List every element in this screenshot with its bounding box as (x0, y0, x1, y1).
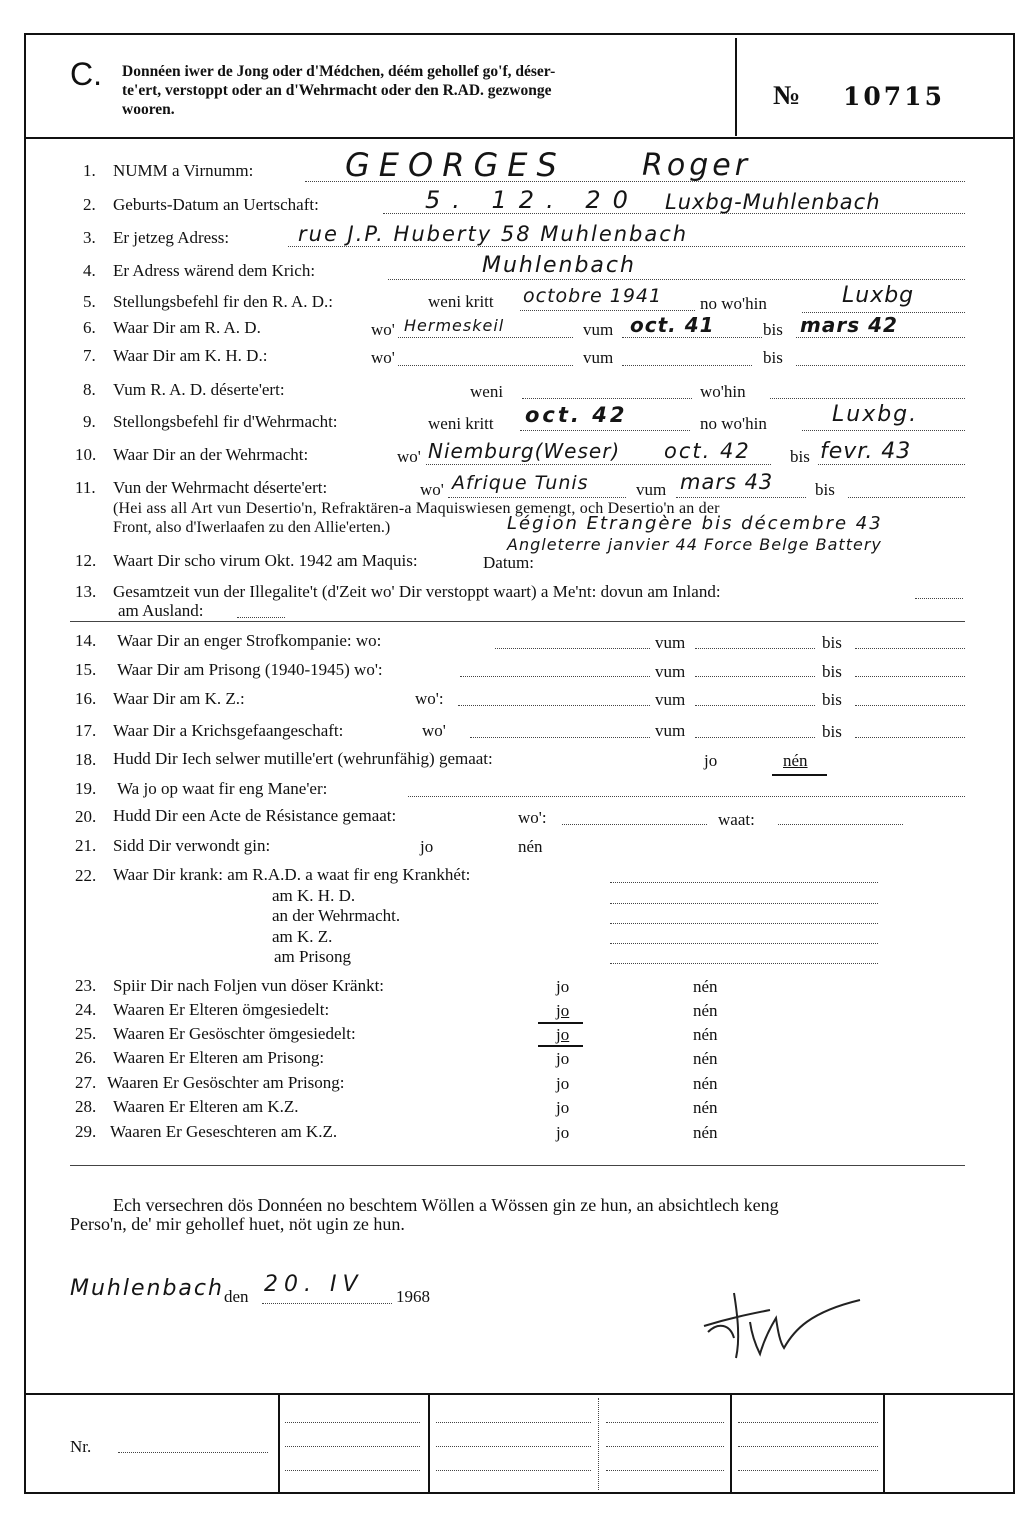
q14-wo-dots (495, 648, 650, 649)
q28-number: 28. (75, 1097, 97, 1116)
q15-label: Waar Dir am Prisong (1940-1945) wo': (117, 660, 383, 679)
q18-answer-underline (772, 774, 827, 776)
q24-label: Waaren Er Elteren ömgesiedelt: (113, 1000, 330, 1019)
q22-kz-dots (610, 943, 878, 944)
q2-label: Geburts-Datum an Uertschaft: (113, 195, 319, 214)
q22-label: Waar Dir krank: am R.A.D. a waat fir eng Krankhét: (113, 865, 471, 884)
q17-bis-label: bis (822, 722, 842, 741)
q20-number: 20. (75, 807, 97, 826)
handwritten-signature (690, 1288, 870, 1368)
q19-label: Wa jo op waat fir eng Mane'er: (117, 779, 328, 798)
q6-vum-value: oct. 41 (630, 313, 715, 337)
q17-bis-dots (855, 737, 965, 738)
q15-vum-dots (695, 676, 815, 677)
q2-date: 5. 12. 20 (425, 186, 640, 214)
footer-cell-dots (436, 1446, 591, 1447)
q18-jo: jo (704, 751, 718, 770)
q9-label: Stellongsbefehl fir d'Wehrmacht: (113, 412, 338, 431)
q1-firstname: Roger (642, 148, 752, 183)
q23-nen: nén (693, 977, 718, 996)
header-divider (24, 137, 1015, 139)
q15-vum-label: vum (655, 662, 686, 681)
q11-vum-label: vum (636, 480, 667, 499)
q12-label: Waart Dir scho virum Okt. 1942 am Maquis: (113, 551, 418, 570)
q7-wo-label: wo' (371, 348, 395, 367)
q15-number: 15. (75, 660, 97, 679)
q1-surname: GEORGES (345, 146, 566, 184)
q25-label: Waaren Er Gesöschter ömgesiedelt: (113, 1024, 356, 1043)
footer-cell-dots (606, 1446, 724, 1447)
footer-cell-dots (285, 1422, 420, 1423)
q13-label: Gesamtzeit vun der Illegalite't (d'Zeit wo' Dir verstoppt waart) a Me'nt: dovun am Inland: (113, 582, 721, 601)
q24-answer-underline (538, 1022, 583, 1024)
q16-vum-label: vum (655, 690, 686, 709)
q10-label: Waar Dir an der Wehrmacht: (113, 445, 309, 464)
q22-prisong: am Prisong (274, 947, 351, 966)
q15-wo-dots (460, 676, 650, 677)
q10-wo-dots (426, 464, 771, 465)
q7-label: Waar Dir am K. H. D.: (113, 346, 268, 365)
q29-jo: jo (556, 1123, 570, 1142)
q16-bis-label: bis (822, 690, 842, 709)
q6-number: 6. (83, 318, 96, 337)
q22-kz: am K. Z. (272, 927, 333, 946)
q11-wo-dots (448, 497, 626, 498)
header-vertical-divider (735, 38, 737, 136)
q8-wohin-label: wo'hin (700, 382, 746, 401)
q17-vum-dots (695, 737, 815, 738)
q6-vum-label: vum (583, 320, 614, 339)
q6-wo-value: Hermeskeil (404, 316, 505, 335)
q24-number: 24. (75, 1000, 97, 1019)
q14-vum-label: vum (655, 633, 686, 652)
q10-number: 10. (75, 445, 97, 464)
q14-bis-dots (855, 648, 965, 649)
q8-wohin-dots (770, 398, 965, 399)
q21-label: Sidd Dir verwondt gin: (113, 836, 271, 855)
q11-wo-value: Afrique Tunis (452, 472, 589, 494)
footer-cell-dots (738, 1470, 878, 1471)
q28-nen: nén (693, 1098, 718, 1117)
q26-jo: jo (556, 1049, 570, 1068)
q7-bis-dots (796, 365, 965, 366)
q13-rule (70, 621, 965, 622)
number-sign: № (773, 80, 801, 110)
q13-ausland-dots (237, 617, 285, 618)
q16-number: 16. (75, 689, 97, 708)
q9-nowohin-label: no wo'hin (700, 414, 767, 433)
q22-wehrmacht: an der Wehrmacht. (272, 906, 401, 925)
q6-bis-label: bis (763, 320, 783, 339)
q11-label: Vun der Wehrmacht déserte'ert: (113, 478, 328, 497)
q3-label: Er jetzeg Adress: (113, 228, 230, 247)
q22-wehrmacht-dots (610, 923, 878, 924)
q27-number: 27. (75, 1073, 97, 1092)
q27-nen: nén (693, 1074, 718, 1093)
q21-nen: nén (518, 837, 543, 856)
q18-number: 18. (75, 750, 97, 769)
q9-weni-label: weni kritt (428, 414, 494, 433)
q16-wo-label: wo': (415, 689, 444, 708)
footer-divider-2 (428, 1394, 430, 1492)
footer-cell-dots (285, 1446, 420, 1447)
q10-bis-dots (818, 464, 965, 465)
q7-vum-dots (622, 365, 752, 366)
q25-nen: nén (693, 1025, 718, 1044)
form-number: 10715 (843, 82, 945, 111)
q25-answer-underline (538, 1045, 583, 1047)
footer-top-rule (24, 1393, 1015, 1395)
q5-label: Stellungsbefehl fir den R. A. D.: (113, 292, 334, 311)
q5-weni-label: weni kritt (428, 292, 494, 311)
q11-note-line1: (Hei ass all Art vun Desertio'n, Refraktären-a Maquiswiesen gemengt, och Desertio'n an der (113, 500, 720, 517)
q13-label2: am Ausland: (118, 601, 204, 620)
q9-weni-value: oct. 42 (525, 403, 628, 427)
q4-dotted-line (388, 279, 965, 280)
signature-year: 1968 (396, 1287, 430, 1306)
q22-khd-dots (610, 903, 878, 904)
q11-vum-value: mars 43 (680, 470, 774, 494)
q3-dotted-line (288, 246, 965, 247)
footer-cell-dots (436, 1470, 591, 1471)
footer-cell-dots (738, 1446, 878, 1447)
q11-handwritten-line1: Légion Etrangère bis décembre 43 (507, 513, 883, 534)
q21-jo: jo (420, 837, 434, 856)
q17-wo-dots (470, 737, 650, 738)
q11-bis-label: bis (815, 480, 835, 499)
footer-divider-3 (730, 1394, 732, 1492)
q11-vum-dots (676, 497, 806, 498)
q20-waat-dots (778, 824, 903, 825)
q23-label: Spiir Dir nach Foljen vun döser Kränkt: (113, 976, 385, 995)
footer-cell-dots (436, 1422, 591, 1423)
q26-nen: nén (693, 1049, 718, 1068)
footer-divider-4 (883, 1394, 885, 1492)
q6-wo-dots (398, 337, 573, 338)
q18-nen-selected: nén (783, 751, 808, 770)
footer-nr-dots (118, 1452, 268, 1453)
footer-cell-dots (285, 1470, 420, 1471)
q10-vum-value: oct. 42 (664, 439, 751, 463)
q23-jo: jo (556, 977, 570, 996)
q8-weni-label: weni (470, 382, 504, 401)
q8-weni-dots (522, 398, 692, 399)
header-title-line: te'ert, verstoppt oder an d'Wehrmacht oder den R.AD. gezwonge (122, 82, 552, 99)
q22-number: 22. (75, 866, 97, 885)
q17-wo-label: wo' (422, 721, 446, 740)
q20-label: Hudd Dir een Acte de Résistance gemaat: (113, 806, 397, 825)
section-letter: C. (70, 56, 102, 92)
q22-rad-dots (610, 882, 878, 883)
q23-number: 23. (75, 976, 97, 995)
q4-label: Er Adress wärend dem Krich: (113, 261, 316, 280)
q5-number: 5. (83, 292, 96, 311)
q5-nowohin-value: Luxbg (842, 283, 915, 308)
q29-number: 29. (75, 1122, 97, 1141)
q3-address: rue J.P. Huberty 58 Muhlenbach (298, 222, 689, 246)
q11-number: 11. (75, 478, 96, 497)
q9-number: 9. (83, 412, 96, 431)
q10-wo-value: Niemburg(Weser) (428, 439, 621, 463)
q25-jo-selected: jo (556, 1025, 570, 1044)
q7-wo-dots (398, 365, 573, 366)
q21-number: 21. (75, 836, 97, 855)
q9-weni-dots (520, 430, 690, 431)
q6-wo-label: wo' (371, 320, 395, 339)
questions-end-rule (70, 1165, 965, 1166)
q15-bis-label: bis (822, 662, 842, 681)
q1-number: 1. (83, 161, 96, 180)
q5-nowohin-label: no wo'hin (700, 294, 767, 313)
q16-vum-dots (695, 705, 815, 706)
q20-waat-label: waat: (718, 810, 755, 829)
q9-nowohin-value: Luxbg. (832, 402, 919, 427)
q6-label: Waar Dir am R. A. D. (113, 318, 261, 337)
q13-inland-dots (915, 598, 963, 599)
q22-prisong-dots (610, 963, 878, 964)
q6-bis-value: mars 42 (800, 313, 898, 337)
q10-bis-label: bis (790, 447, 810, 466)
q12-datum-label: Datum: (483, 553, 534, 572)
declaration-line2: Perso'n, de' mir gehollef huet, nöt ugin ze hun. (70, 1214, 405, 1234)
q13-number: 13. (75, 582, 97, 601)
q14-label: Waar Dir an enger Strofkompanie: wo: (117, 631, 382, 650)
q1-label: NUMM a Virnumm: (113, 161, 254, 180)
q24-nen: nén (693, 1001, 718, 1020)
q9-nowohin-dots (802, 430, 965, 431)
q8-label: Vum R. A. D. déserte'ert: (113, 380, 285, 399)
q15-bis-dots (855, 676, 965, 677)
q11-handwritten-line2: Angleterre janvier 44 Force Belge Battery (507, 535, 882, 554)
q4-number: 4. (83, 261, 96, 280)
q14-vum-dots (695, 648, 815, 649)
q17-vum-label: vum (655, 721, 686, 740)
q24-jo-selected: jo (556, 1001, 570, 1020)
q25-number: 25. (75, 1024, 97, 1043)
q5-weni-value: octobre 1941 (523, 285, 663, 307)
q5-weni-dots (520, 310, 695, 311)
header-title-line: wooren. (122, 101, 175, 118)
q2-place: Luxbg-Muhlenbach (665, 190, 881, 214)
q18-label: Hudd Dir Iech selwer mutille'ert (wehrunfähig) gemaat: (113, 749, 493, 768)
q3-number: 3. (83, 228, 96, 247)
q28-label: Waaren Er Elteren am K.Z. (113, 1097, 299, 1116)
signature-day-month: 20. IV (264, 1272, 364, 1297)
footer-cell-dots (738, 1422, 878, 1423)
q4-address: Muhlenbach (482, 253, 636, 278)
q19-number: 19. (75, 779, 97, 798)
header-title-line: Donnéen iwer de Jong oder d'Médchen, déém gehollef go'f, déser- (122, 63, 556, 80)
footer-nr-label: Nr. (70, 1437, 92, 1456)
footer-dotted-divider (598, 1398, 599, 1490)
q16-wo-dots (458, 705, 650, 706)
q2-number: 2. (83, 195, 96, 214)
signature-den: den (224, 1287, 249, 1306)
q6-vum-dots (622, 337, 762, 338)
q11-wo-label: wo' (420, 480, 444, 499)
q28-jo: jo (556, 1098, 570, 1117)
footer-cell-dots (606, 1422, 724, 1423)
q26-number: 26. (75, 1048, 97, 1067)
footer-cell-dots (606, 1470, 724, 1471)
q10-wo-label: wo' (397, 447, 421, 466)
q20-wo-dots (562, 824, 707, 825)
q26-label: Waaren Er Elteren am Prisong: (113, 1048, 325, 1067)
q10-bis-value: fevr. 43 (820, 439, 912, 464)
q7-vum-label: vum (583, 348, 614, 367)
q16-label: Waar Dir am K. Z.: (113, 689, 245, 708)
q22-khd: am K. H. D. (272, 886, 356, 905)
q29-nen: nén (693, 1123, 718, 1142)
q11-bis-dots (848, 497, 965, 498)
q29-label: Waaren Er Geseschteren am K.Z. (110, 1122, 338, 1141)
q27-label: Waaren Er Gesöschter am Prisong: (107, 1073, 345, 1092)
q27-jo: jo (556, 1074, 570, 1093)
q7-number: 7. (83, 346, 96, 365)
q14-bis-label: bis (822, 633, 842, 652)
q17-label: Waar Dir a Krichsgefaangeschaft: (113, 721, 344, 740)
q14-number: 14. (75, 631, 97, 650)
signature-place: Muhlenbach (70, 1276, 224, 1301)
declaration-line1: Ech versechren dös Donnéen no beschtem Wöllen a Wössen gin ze hun, an absichtlech keng (113, 1195, 779, 1215)
header-title (122, 62, 555, 119)
q8-number: 8. (83, 380, 96, 399)
q6-bis-dots (796, 337, 965, 338)
q19-dots (408, 796, 965, 797)
q17-number: 17. (75, 721, 97, 740)
q7-bis-label: bis (763, 348, 783, 367)
q20-wo-label: wo': (518, 808, 547, 827)
q16-bis-dots (855, 705, 965, 706)
signature-date-dots (262, 1303, 392, 1304)
footer-divider-1 (278, 1394, 280, 1492)
q11-note-line2: Front, also d'Iwerlaafen zu den Allie'erten.) (113, 519, 391, 536)
q12-number: 12. (75, 551, 97, 570)
